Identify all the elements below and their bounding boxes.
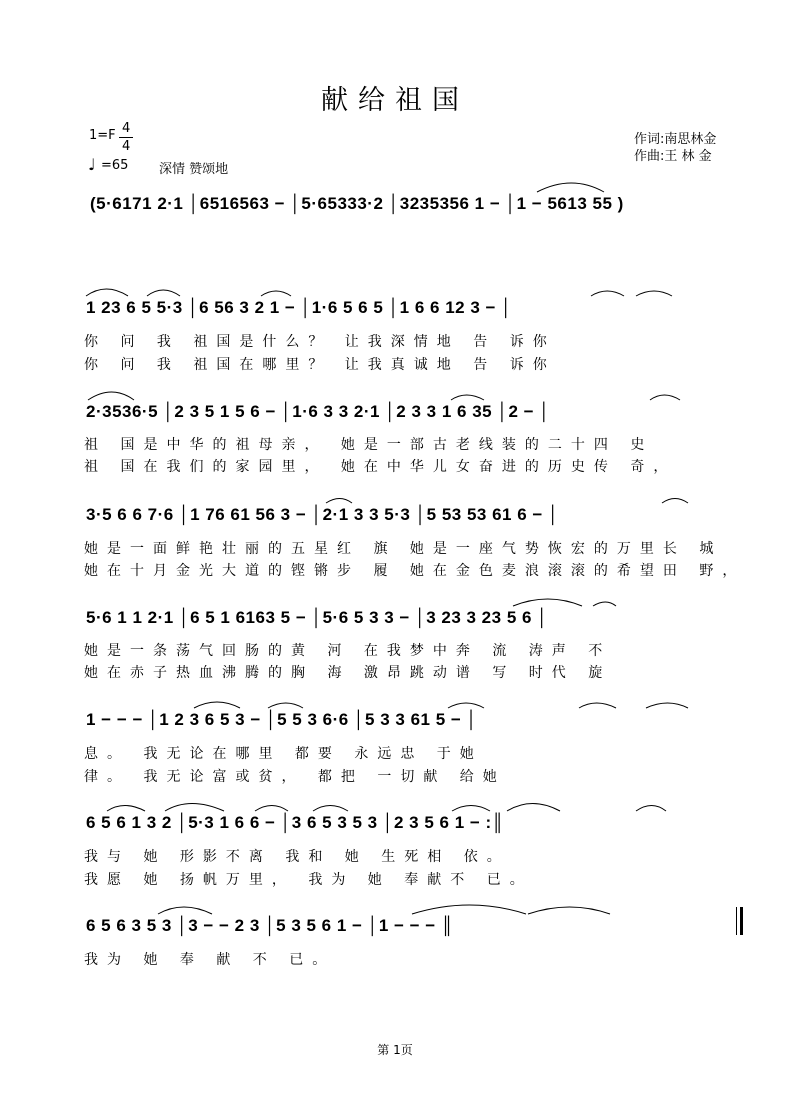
lyric-verse-2-system-3: 祖 国在我们的家园里， 她在中华儿女奋进的历史传 奇， [84, 459, 677, 475]
final-barline-thick [740, 907, 743, 935]
notation-system-8: 6 5 6 3 5 3 │3 − − 2 3 │5 3 5 6 1 − │1 − − − ║ [86, 916, 454, 935]
lyric-verse-1-system-6: 息。 我无论在哪里 都要 永远忠 于她 [84, 746, 483, 762]
notation-system-2: 1 23 6 5 5·3 │6 56 3 2 1 − │1·6 5 6 5 │1 6 6 12 3 − │ [86, 298, 513, 317]
lyric-verse-1-system-8: 我为 她 奉 献 不 已。 [84, 952, 336, 968]
time-signature-top: 4 [122, 121, 131, 136]
tempo-value: =65 [101, 158, 129, 173]
key-signature: 1=F [89, 128, 116, 143]
lyric-verse-1-system-7: 我与 她 形影不离 我和 她 生死相 依。 [84, 849, 510, 865]
lyric-verse-2-system-2: 你 问 我 祖国在哪里？ 让我真诚地 告 诉你 [84, 357, 556, 373]
notation-system-5: 5·6 1 1 2·1 │6 5 1 6163 5 − │5·6 5 3 3 − │3 23 3 23 5 6 │ [86, 608, 549, 627]
song-title: 献给祖国 [321, 85, 469, 116]
notation-system-1: (5·6171 2·1 │6516563 − │5·65333·2 │3235356 1 − │1 − 5613 55 ) [90, 194, 624, 213]
time-signature-bottom: 4 [122, 139, 131, 154]
lyric-verse-1-system-5: 她是一条荡气回肠的黄 河 在我梦中奔 流 涛声 不 [84, 643, 612, 659]
lyric-verse-1-system-3: 祖 国是中华的祖母亲， 她是一部古老线装的二十四 史 [84, 437, 654, 453]
final-barline-thin [736, 907, 737, 935]
composer-credit: 作曲:王 林 金 [634, 149, 712, 164]
page-footer: 第 1页 [377, 1043, 413, 1057]
expression-mark: 深情 赞颂地 [159, 162, 229, 177]
notation-system-3: 2·3536·5 │2 3 5 1 5 6 − │1·6 3 3 2·1 │2 3 3 1 6 35 │2 − │ [86, 402, 551, 421]
lyricist-credit: 作词:南思林金 [634, 132, 717, 147]
lyric-verse-1-system-2: 你 问 我 祖国是什么？ 让我深情地 告 诉你 [84, 334, 556, 350]
lyric-verse-2-system-4: 她在十月金光大道的铿锵步 履 她在金色麦浪滚滚的希望田 野， [84, 563, 746, 579]
lyric-verse-2-system-7: 我愿 她 扬帆万里， 我为 她 奉献不 已。 [84, 872, 533, 888]
lyric-verse-2-system-6: 律。 我无论富或贫， 都把 一切献 给她 [84, 769, 506, 785]
lyric-verse-1-system-4: 她是一面鲜艳壮丽的五星红 旗 她是一座气势恢宏的万里长 城 [84, 541, 723, 557]
notation-system-7: 6 5 6 1 3 2 │5·3 1 6 6 − │3 6 5 3 5 3 │2 3 5 6 1 − :║ [86, 813, 505, 832]
notation-system-4: 3·5 6 6 7·6 │1 76 61 56 3 − │2·1 3 3 5·3 │5 53 53 61 6 − │ [86, 505, 560, 524]
lyric-verse-2-system-5: 她在赤子热血沸腾的胸 海 激昂跳动谱 写 时代 旋 [84, 665, 612, 681]
quarter-note-icon: ♩ [88, 155, 96, 174]
notation-system-6: 1 − − − │1 2 3 6 5 3 − │5 5 3 6·6 │5 3 3 61 5 − │ [86, 710, 478, 729]
